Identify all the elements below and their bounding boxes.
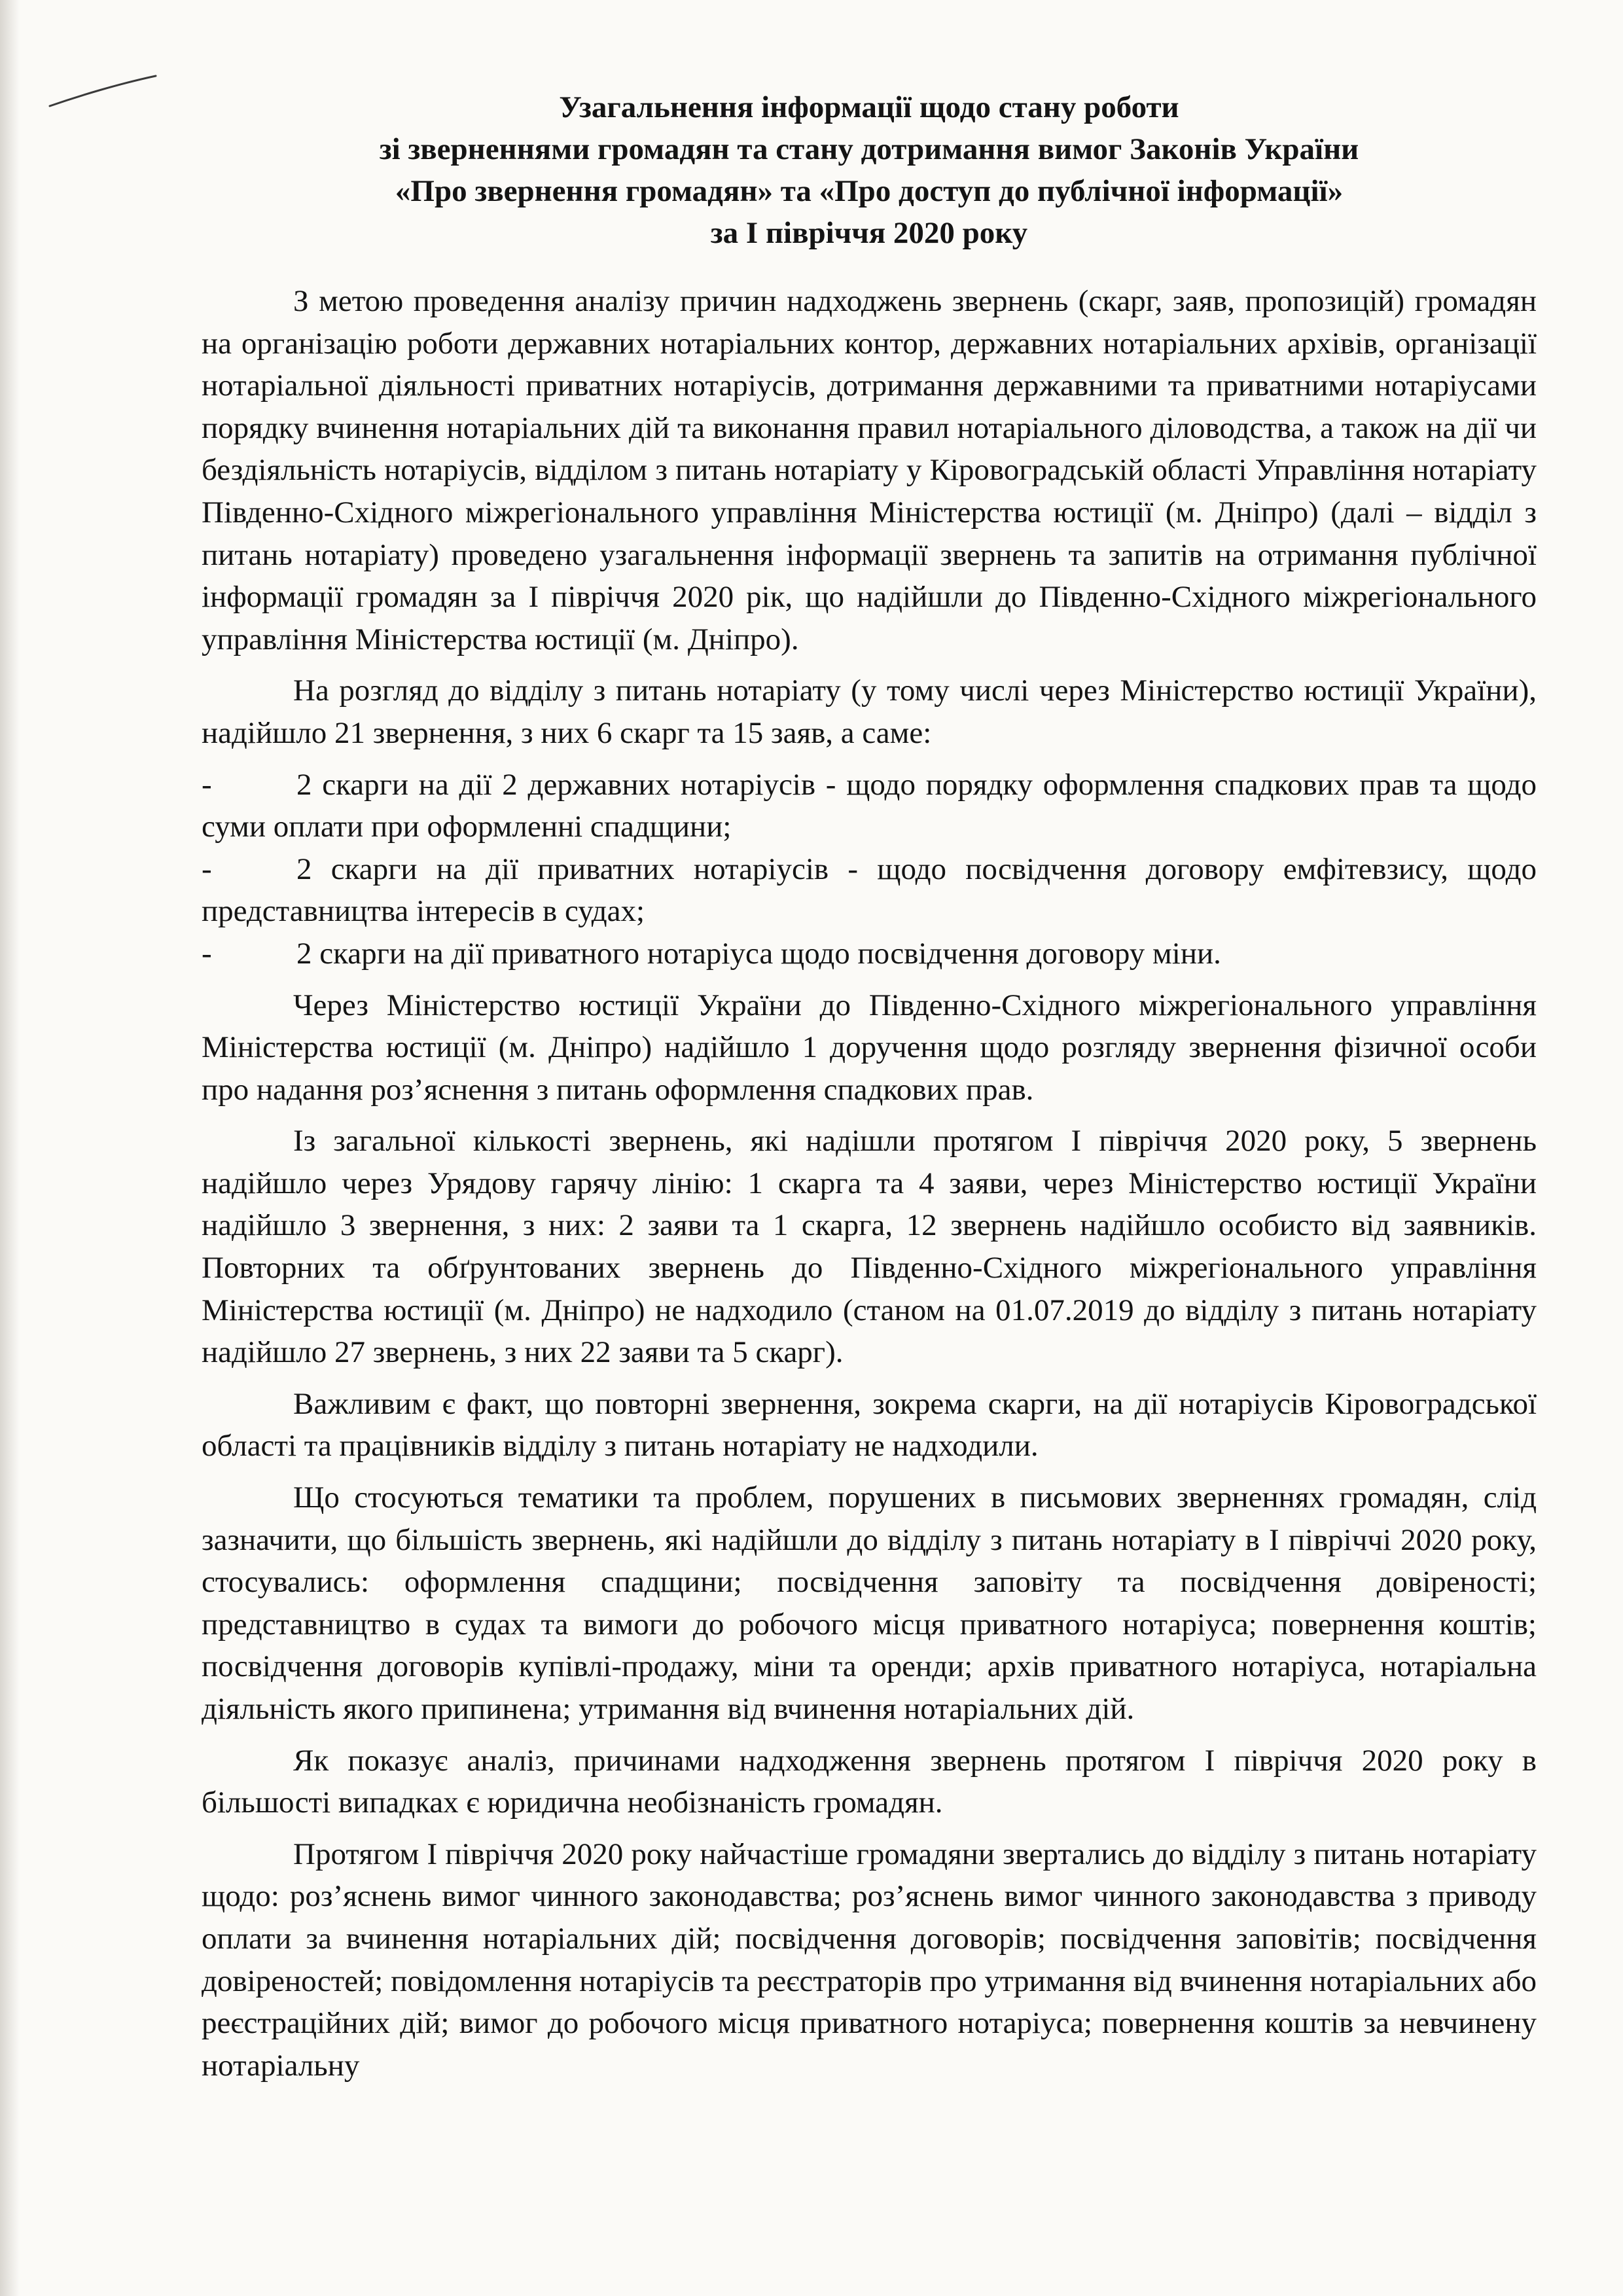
complaint-list-item xyxy=(202,933,1537,975)
complaint-list-item-text: 2 скарги на дії приватних нотаріусів - щодо посвідчення договору емфітевзису, щодо представництва інтересів в судах; xyxy=(202,852,1537,929)
document-body xyxy=(202,86,1537,2096)
paragraph-channels-breakdown: Із загальної кількості звернень, які надішли протягом І півріччя 2020 року, 5 звернень надійшло через Урядову гарячу лінію: 1 скарга та 4 заяви, через Міністерство юстиції України надійшло 3 звернення, з них: 2 заяви та 1 скарга, 12 звернень надійшло особисто від заявників. Повторних та обґрунтованих звернень до Південно-Східного міжрегіонального управління Міністерства юстиції (м. Дніпро) не надходило (станом на 01.07.2019 до відділу з питань нотаріату надійшло 27 звернень, з них 22 заяви та 5 скарг). xyxy=(202,1124,1537,1370)
list-dash: - xyxy=(202,767,212,802)
document-title xyxy=(202,86,1537,254)
title-line-3: «Про звернення громадян» та «Про доступ до публічної інформації» xyxy=(395,174,1344,208)
complaint-list-item-text: 2 скарги на дії приватного нотаріуса щодо посвідчення договору міни. xyxy=(296,936,1221,971)
pen-stroke-mark xyxy=(47,72,158,111)
title-line-4: за І півріччя 2020 року xyxy=(710,216,1028,250)
paragraph-ministry-instruction: Через Міністерство юстиції України до Південно-Східного міжрегіонального управління Міністерства юстиції (м. Дніпро) надійшло 1 доручення щодо розгляду звернення фізичної особи про надання роз’яснення з питань оформлення спадкових прав. xyxy=(202,988,1537,1107)
paragraph-repeated-appeals: Важливим є факт, що повторні звернення, зокрема скарги, на дії нотаріусів Кіровоградської області та працівників відділу з питань нотаріату не надходили. xyxy=(202,1386,1537,1463)
paragraph-topics: Що стосуються тематики та проблем, порушених в письмових зверненнях громадян, слід зазначити, що більшість звернень, які надійшли до відділу з питань нотаріату в І півріччі 2020 року, стосувались: оформлення спадщини; посвідчення заповіту та посвідчення довіреності; представництво в судах та вимоги до робочого місця приватного нотаріуса; повернення коштів; посвідчення договорів купівлі-продажу, міни та оренди; архів приватного нотаріуса, нотаріальна діяльність якого припинена; утримання від вчинення нотаріальних дій. xyxy=(202,1480,1537,1726)
paragraph-analysis: Як показує аналіз, причинами надходження звернень протягом І півріччя 2020 року в більшості випадках є юридична необізнаність громадян. xyxy=(202,1743,1537,1820)
paragraph-frequent-requests: Протягом І півріччя 2020 року найчастіше громадяни звертались до відділу з питань нотаріату щодо: роз’яснень вимог чинного законодавства; роз’яснень вимог чинного законодавства з приводу оплати за вчинення нотаріальних дій; посвідчення договорів; посвідчення заповітів; посвідчення довіреностей; повідомлення нотаріусів та реєстраторів про утримання від вчинення нотаріальних або реєстраційних дій; вимог до робочого місця приватного нотаріуса; повернення коштів за невчинену нотаріальну xyxy=(202,1837,1537,2083)
complaint-list-item xyxy=(202,764,1537,848)
scan-edge xyxy=(0,0,20,2296)
complaint-list-item-text: 2 скарги на дії 2 державних нотаріусів - щодо порядку оформлення спадкових прав та щодо суми оплати при оформленні спадщини; xyxy=(202,767,1537,844)
paragraph-received-total: На розгляд до відділу з питань нотаріату (у тому числі через Міністерство юстиції України), надійшло 21 звернення, з них 6 скарг та 15 заяв, а саме: xyxy=(202,673,1537,750)
title-line-1: Узагальнення інформації щодо стану роботи xyxy=(559,90,1179,124)
list-dash: - xyxy=(202,852,212,886)
paragraph-purpose: З метою проведення аналізу причин надходжень звернень (скарг, заяв, пропозицій) громадян на організацію роботи державних нотаріальних контор, державних нотаріальних архівів, організації нотаріальної діяльності приватних нотаріусів, дотримання державними та приватними нотаріусами порядку вчинення нотаріальних дій та виконання правил нотаріального діловодства, а також на дії чи бездіяльність нотаріусів, відділом з питань нотаріату у Кіровоградській області Управління нотаріату Південно-Східного міжрегіонального управління Міністерства юстиції (м. Дніпро) (далі – відділ з питань нотаріату) проведено узагальнення інформації звернень та запитів на отримання публічної інформації громадян за І півріччя 2020 рік, що надійшли до Південно-Східного міжрегіонального управління Міністерства юстиції (м. Дніпро). xyxy=(202,284,1537,656)
complaint-list-item xyxy=(202,848,1537,933)
title-line-2: зі зверненнями громадян та стану дотримання вимог Законів України xyxy=(379,132,1359,166)
list-dash: - xyxy=(202,936,212,971)
